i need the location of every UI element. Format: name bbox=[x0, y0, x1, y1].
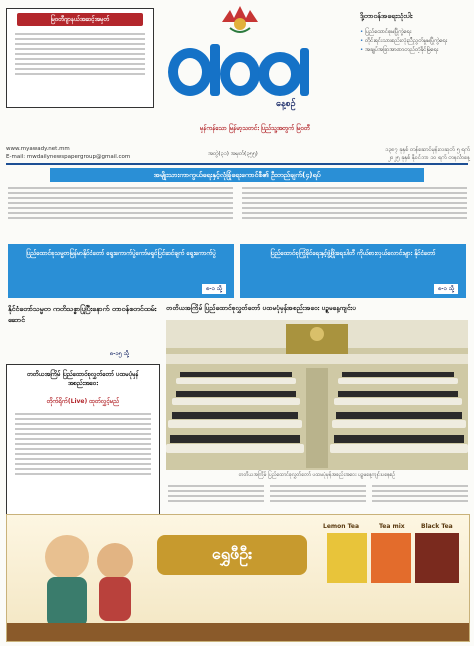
right-panel-list bbox=[360, 28, 468, 55]
blue-box-left-text: ပြည်ထောင်စုသမ္မတမြန်မာနိုင်ငံတော် ရွေးကောက်ပွဲကော်မရှင်ပြင်ဆင်ချက် ရွေးကောက်ပွဲ bbox=[26, 250, 216, 257]
blue-box-right-text: ပြည်ထောင်စုကြံ့ခိုင်ရေးနှင့်ဖွံ့ဖြိုးရေးပါတီ ကိုယ်စားလှယ်လောင်းများ နိုင်ငံတော် bbox=[270, 250, 436, 257]
ad-product-1: Lemon Tea bbox=[323, 523, 360, 530]
masthead-tagline: မှန်ကန်သော မြန်မာ့သတင်း ပြည်သူ့အတွက် မြဝတီ bbox=[200, 125, 310, 132]
left-story1: နိုင်ငံတော်သမ္မတ ကတိသစ္စာပြုပြီးနောက် တာဝန်စတင်ထမ်းဆောင် bbox=[8, 305, 157, 324]
right-panel-title: ဒို့တာဝန်အရေးသုံးပါး bbox=[360, 12, 413, 20]
story2-col1 bbox=[168, 482, 264, 505]
email: E-mail: mwdailynewspapergroup@gmail.com bbox=[6, 154, 131, 160]
date-line-1: ၁၃၈၇ ခုနှစ် တန်ဆောင်မုန်းလဆုတ် ၅ ရက် bbox=[385, 147, 470, 153]
left-story1-ref: ၈-၁၅ သို့ bbox=[110, 351, 129, 357]
masthead-rule bbox=[6, 163, 468, 165]
left-notice-body bbox=[7, 28, 153, 80]
ad-product-3: Black Tea bbox=[421, 523, 453, 530]
right-panel-item: • ပြည်ထောင်စုမပြိုကွဲရေး bbox=[360, 28, 468, 37]
left-notice-box bbox=[6, 8, 154, 108]
left-live-box-live: တိုက်ရိုက်(Live) ထုတ်လွှင့်မည် bbox=[46, 398, 120, 405]
story2-col3 bbox=[372, 482, 468, 505]
objectives-left bbox=[8, 184, 233, 222]
headline2: တတိယအကြိမ် ပြည်ထောင်စုလွှတ်တော် ပထမပုံမှန်အစည်းအဝေး ပဉ္စမနေ့ကျင်းပ bbox=[166, 304, 356, 312]
ad-brand: ရွှေဖီဦး bbox=[211, 544, 253, 563]
masthead-lettering bbox=[168, 44, 309, 96]
left-live-box-body bbox=[7, 406, 159, 482]
advertisement bbox=[6, 514, 470, 642]
parliament-photo bbox=[166, 320, 468, 470]
blue-box-right-ref: ၈-၁ သို့ bbox=[434, 284, 458, 294]
parliament-photo-image bbox=[166, 320, 468, 470]
ad-product-2: Tea mix bbox=[379, 523, 405, 530]
vol-issue: အတွဲ(၃၁) အမှတ်(၃၅၅) bbox=[208, 151, 258, 157]
left-live-box bbox=[6, 364, 160, 516]
left-live-box-title: တတိယအကြိမ် ပြည်ထောင်စုလွှတ်တော် ပထမပုံမှန်အစည်းအဝေး bbox=[27, 371, 139, 387]
right-panel-item: • တိုင်းရင်းသားစည်းလုံးညီညွတ်မှုမပြိုကွဲရေး bbox=[360, 37, 468, 46]
story2-col2 bbox=[270, 482, 366, 505]
ad-illustration bbox=[7, 515, 469, 641]
blue-box-left-ref: ၈-၁ သို့ bbox=[202, 284, 226, 294]
right-panel bbox=[360, 12, 468, 112]
crest-icon bbox=[222, 6, 258, 32]
masthead-logo bbox=[160, 2, 320, 122]
website: www.myawady.net.mm bbox=[6, 146, 70, 152]
blue-box-right bbox=[240, 244, 466, 298]
left-notice-title: မြဝတီဂျာနယ်အဆင့်အမှတ် bbox=[17, 13, 143, 26]
headline1: အမျိုးသားကာကွယ်ရေးနှင့်လုံခြုံရေးကောင်စီ၏ ဦးတည်ချက်(၄)ရပ် bbox=[50, 168, 424, 182]
masthead bbox=[160, 2, 320, 122]
blue-box-left bbox=[8, 244, 234, 298]
masthead-subtitle: နေ့စဉ် bbox=[276, 99, 296, 109]
photo-caption: တတိယအကြိမ် ပြည်ထောင်စုလွှတ်တော် ပထမပုံမှန်အစည်းအဝေး ပဉ္စမနေ့ကျင်းပနေစဉ် bbox=[238, 472, 396, 478]
date-line-2: ၂၀၂၅ ခုနှစ် နိုဝင်ဘာ ၁၀ ရက် တနင်္လာနေ့ bbox=[387, 155, 470, 161]
objectives-right bbox=[242, 184, 467, 222]
right-panel-item: • အချုပ်အခြာအာဏာတည်တံ့ခိုင်မြဲရေး bbox=[360, 46, 468, 55]
